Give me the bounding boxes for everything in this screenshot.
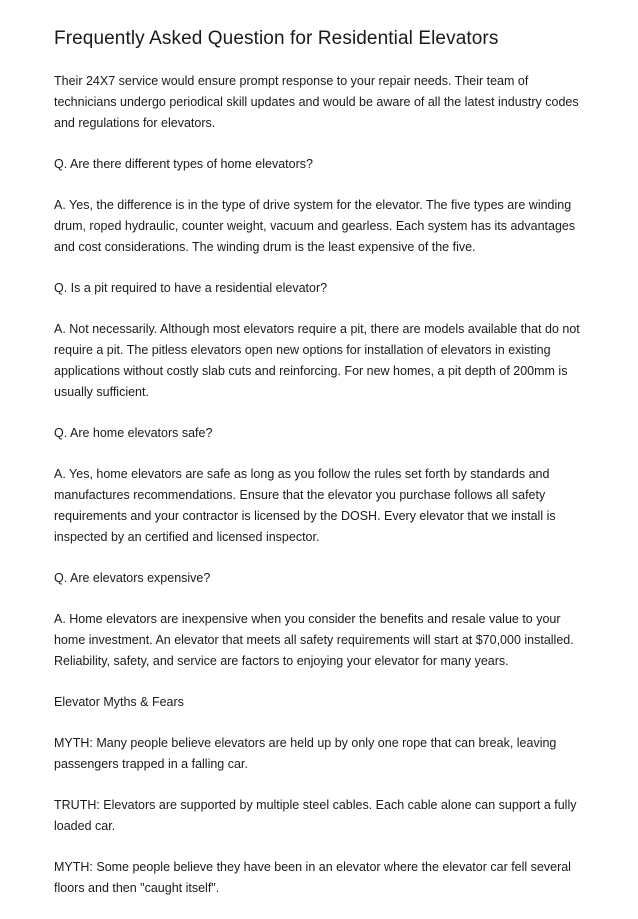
question-safe: Q. Are home elevators safe? [54,426,213,440]
question-pit: Q. Is a pit required to have a residential elevator? [54,281,328,295]
section-heading-myths: Elevator Myths & Fears [54,695,184,709]
intro-paragraph: Their 24X7 service would ensure prompt response to your repair needs. Their team of technicians undergo periodical skill updates and would be aware of all the latest industry codes and regulations for elevators. [54,74,579,130]
myth-one: MYTH: Many people believe elevators are held up by only one rope that can break, leaving passengers trapped in a falling car. [54,736,557,771]
truth-one: TRUTH: Elevators are supported by multiple steel cables. Each cable alone can support a fully loaded car. [54,798,577,833]
myth-two: MYTH: Some people believe they have been in an elevator where the elevator car fell several floors and then "caught itself". [54,860,571,895]
answer-expensive: A. Home elevators are inexpensive when you consider the benefits and resale value to your home investment. An elevator that meets all safety requirements will start at $70,000 installed. Reliability, safety, and service are factors to enjoying your elevator for many years. [54,612,574,668]
question-expensive: Q. Are elevators expensive? [54,571,211,585]
answer-pit: A. Not necessarily. Although most elevators require a pit, there are models available that do not require a pit. The pitless elevators open new options for installation of elevators in existing applications without costly slab cuts and reinforcing. For new homes, a pit depth of 200mm is usually sufficient. [54,322,580,399]
answer-types: A. Yes, the difference is in the type of drive system for the elevator. The five types are winding drum, roped hydraulic, counter weight, vacuum and gearless. Each system has its advantages and cost considerations. The winding drum is the least expensive of the five. [54,198,576,254]
document-title: Frequently Asked Question for Residential Elevators [54,28,499,49]
document-page [54,26,588,919]
answer-safe: A. Yes, home elevators are safe as long as you follow the rules set forth by standards and manufactures recommendations. Ensure that the elevator you purchase follows all safety requirements and your contractor is licensed by the DOSH. Every elevator that we install is inspected by an certified and licensed inspector. [54,467,556,544]
question-types: Q. Are there different types of home elevators? [54,157,313,171]
